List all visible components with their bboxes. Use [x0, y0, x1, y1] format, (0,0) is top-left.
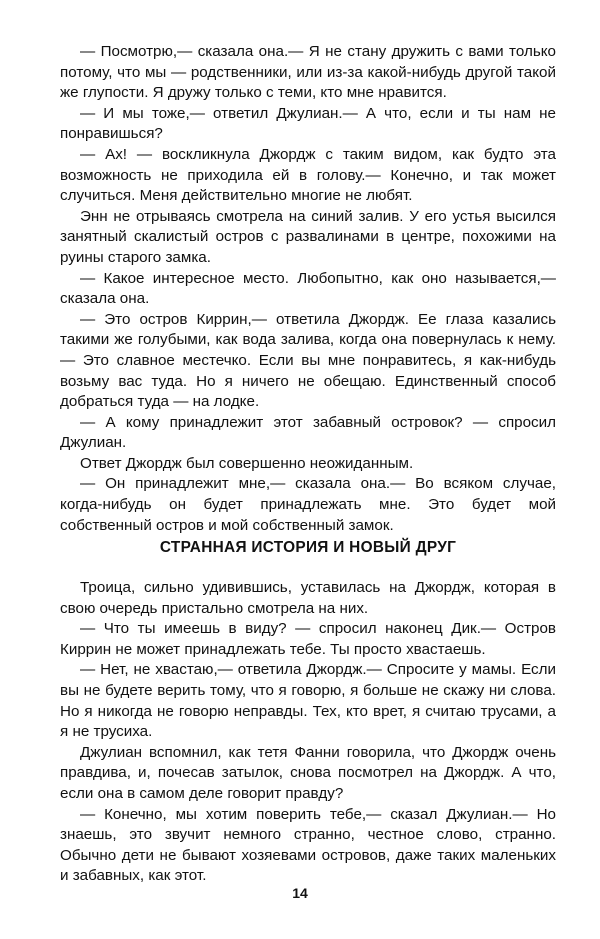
paragraph: Энн не отрываясь смотрела на синий залив. У его устья высился занятный скалистый остров с развалинами в центре, похожими на руины старого замка. — [60, 207, 556, 266]
paragraph: — Что ты имеешь в виду? — спросил наконец Дик.— Остров Киррин не может принадлежать тебе. Ты просто хвастаешь. — [60, 620, 556, 658]
paragraph: Троица, сильно удивившись, уставилась на Джордж, которая в свою очередь пристально смотрела на них. — [60, 579, 556, 617]
paragraph: — И мы тоже,— ответил Джулиан.— А что, если и ты нам не понравишься? — [60, 104, 556, 143]
paragraph: — Нет, не хвастаю,— ответила Джордж.— Спросите у мамы. Если вы не будете верить тому, что я говорю, я больше не скажу ни слова. Но я никогда не говорю неправды. Тех, кто врет, я считаю трусами, а я не трусиха. — [60, 661, 556, 741]
paragraph: — Он принадлежит мне,— сказала она.— Во всяком случае, когда-нибудь он будет принадлежать мне. Это будет мой собственный остров и мой собственный замок. — [60, 475, 556, 534]
text-block-top — [60, 42, 556, 536]
text-block-bottom — [60, 578, 556, 887]
paragraph: — Посмотрю,— сказала она.— Я не стану дружить с вами только потому, что мы — родственники, или из-за какой-нибудь другой такой же глупости. Я дружу только с теми, кто мне нравится. — [60, 43, 556, 102]
paragraph: — Это остров Киррин,— ответила Джордж. Ее глаза казались такими же голубыми, как вода залива, когда она повернулась к нему.— Это славное местечко. Если вы мне понравитесь, я как-нибудь возьму вас туда. Но я ничего не обещаю. Единственный способ добраться туда — на лодке. — [60, 310, 556, 411]
paragraph: — Какое интересное место. Любопытно, как оно называется,— сказала она. — [60, 269, 556, 308]
chapter-heading: СТРАННАЯ ИСТОРИЯ И НОВЫЙ ДРУГ — [159, 539, 457, 556]
page-number: 14 — [292, 885, 308, 901]
paragraph: Ответ Джордж был совершенно неожиданным. — [80, 454, 414, 472]
paragraph: — Конечно, мы хотим поверить тебе,— сказал Джулиан.— Но знаешь, это звучит немного странно, честное слово, странно. Обычно дети не бывают хозяевами островов, даже таких маленьких и забавных, как этот. — [60, 805, 556, 885]
paragraph: Джулиан вспомнил, как тетя Фанни говорила, что Джордж очень правдива, и, почесав затылок, снова посмотрел на Джордж. А что, если она в самом деле говорит правду? — [60, 743, 556, 802]
paragraph: — А кому принадлежит этот забавный островок? — спросил Джулиан. — [60, 413, 556, 452]
paragraph: — Ах! — воскликнула Джордж с таким видом, как будто эта возможность не приходила ей в голову.— Конечно, и так может случиться. Меня действительно многие не любят. — [60, 145, 556, 205]
